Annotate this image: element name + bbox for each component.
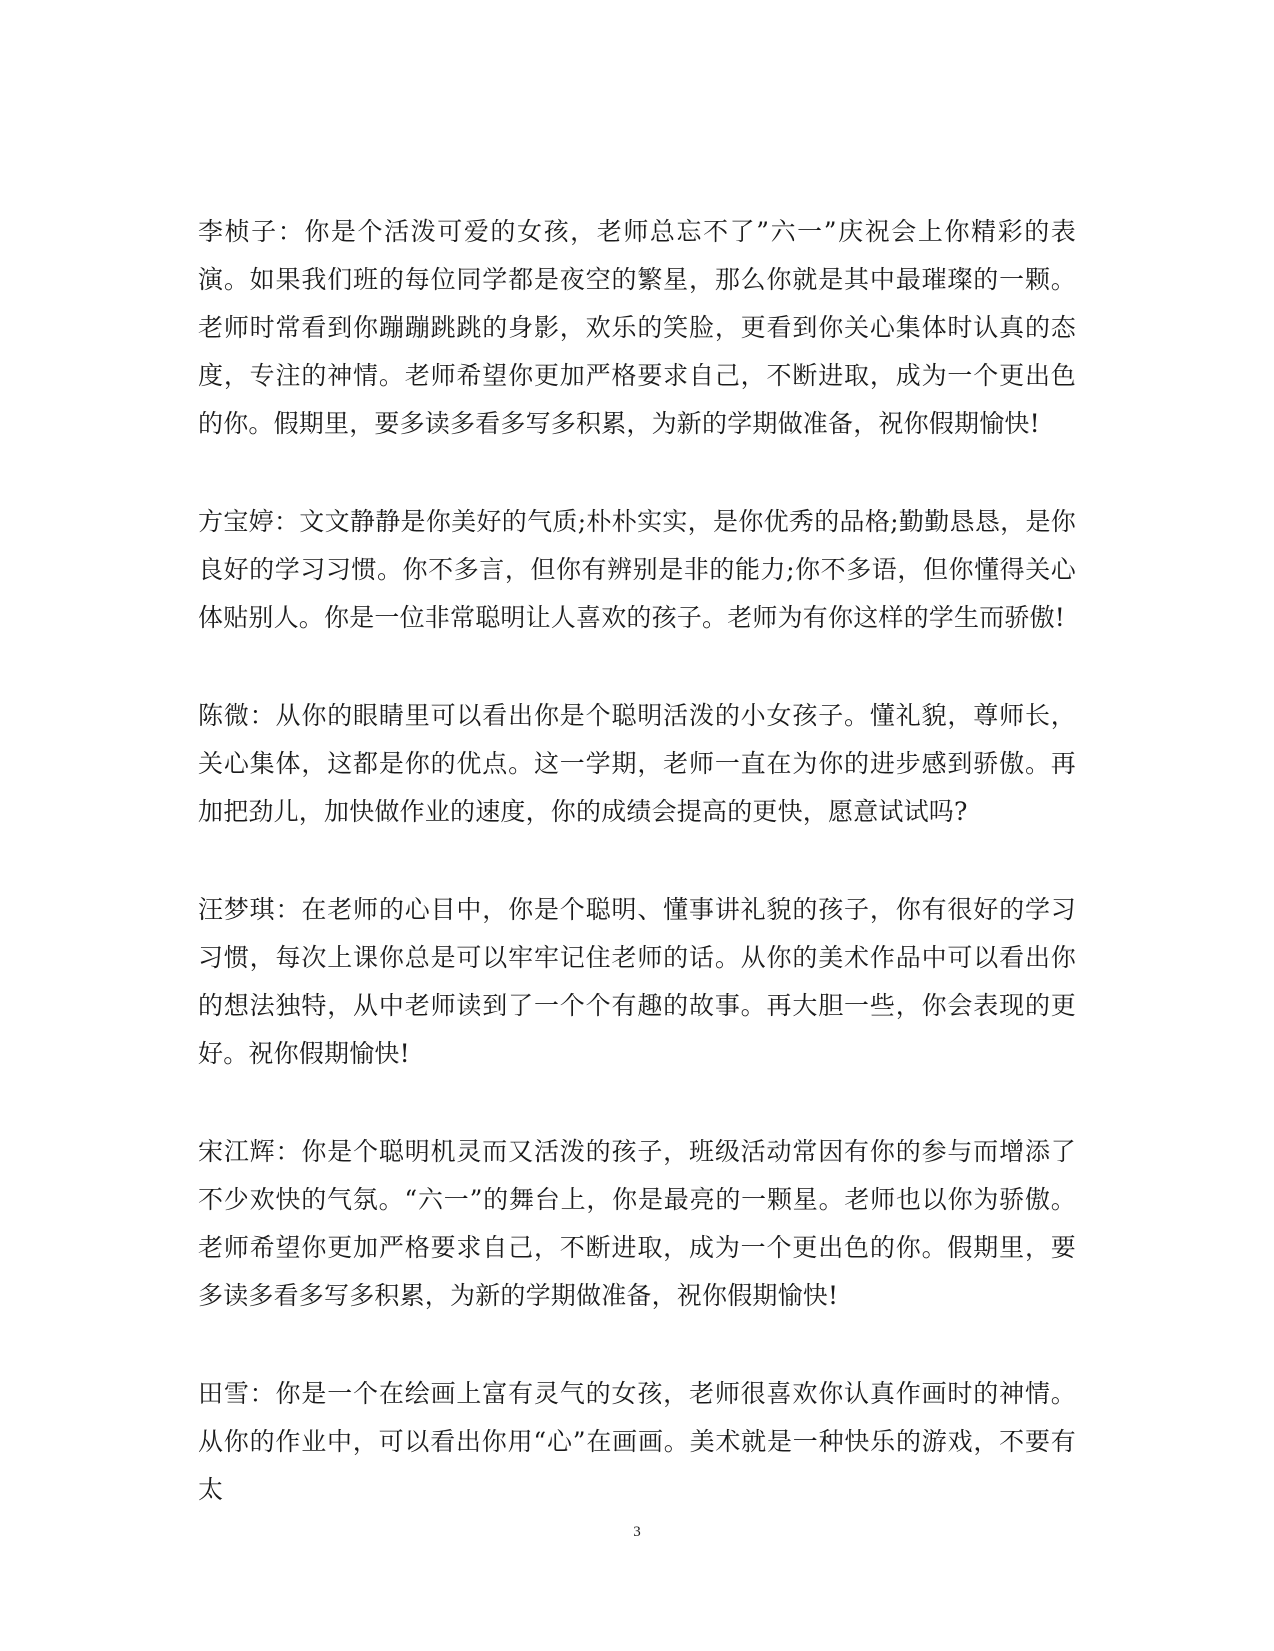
- comment-paragraph-wang-mengqi: 汪梦琪：在老师的心目中，你是个聪明、懂事讲礼貌的孩子，你有很好的学习习惯，每次上课你总是可以牢牢记住老师的话。从你的美术作品中可以看出你的想法独特，从中老师读到了一个个有趣的故事。再大胆一些，你会表现的更好。祝你假期愉快!: [198, 895, 1076, 1068]
- comment-paragraph-song-jianghui: 宋江辉：你是个聪明机灵而又活泼的孩子，班级活动常因有你的参与而增添了不少欢快的气氛。“六一”的舞台上，你是最亮的一颗星。老师也以你为骄傲。老师希望你更加严格要求自己，不断进取，成为一个更出色的你。假期里，要多读多看多写多积累，为新的学期做准备，祝你假期愉快!: [198, 1137, 1076, 1310]
- page-number: 3: [633, 1524, 641, 1540]
- document-body: [198, 208, 1076, 1564]
- comment-paragraph-fang-baoting: 方宝婷：文文静静是你美好的气质;朴朴实实，是你优秀的品格;勤勤恳恳，是你良好的学习习惯。你不多言，但你有辨别是非的能力;你不多语，但你懂得关心体贴别人。你是一位非常聪明让人喜欢的孩子。老师为有你这样的学生而骄傲!: [198, 507, 1076, 632]
- comment-paragraph-chen-wei: 陈微：从你的眼睛里可以看出你是个聪明活泼的小女孩子。懂礼貌，尊师长，关心集体，这都是你的优点。这一学期，老师一直在为你的进步感到骄傲。再加把劲儿，加快做作业的速度，你的成绩会提高的更快，愿意试试吗?: [198, 701, 1076, 826]
- comment-paragraph-li-zhenzi: 李桢子：你是个活泼可爱的女孩，老师总忘不了”六一”庆祝会上你精彩的表演。如果我们班的每位同学都是夜空的繁星，那么你就是其中最璀璨的一颗。老师时常看到你蹦蹦跳跳的身影，欢乐的笑脸，更看到你关心集体时认真的态度，专注的神情。老师希望你更加严格要求自己，不断进取，成为一个更出色的你。假期里，要多读多看多写多积累，为新的学期做准备，祝你假期愉快!: [198, 217, 1076, 438]
- comment-paragraph-tian-xue: 田雪：你是一个在绘画上富有灵气的女孩，老师很喜欢你认真作画时的神情。从你的作业中，可以看出你用“心”在画画。美术就是一种快乐的游戏，不要有太: [198, 1379, 1076, 1504]
